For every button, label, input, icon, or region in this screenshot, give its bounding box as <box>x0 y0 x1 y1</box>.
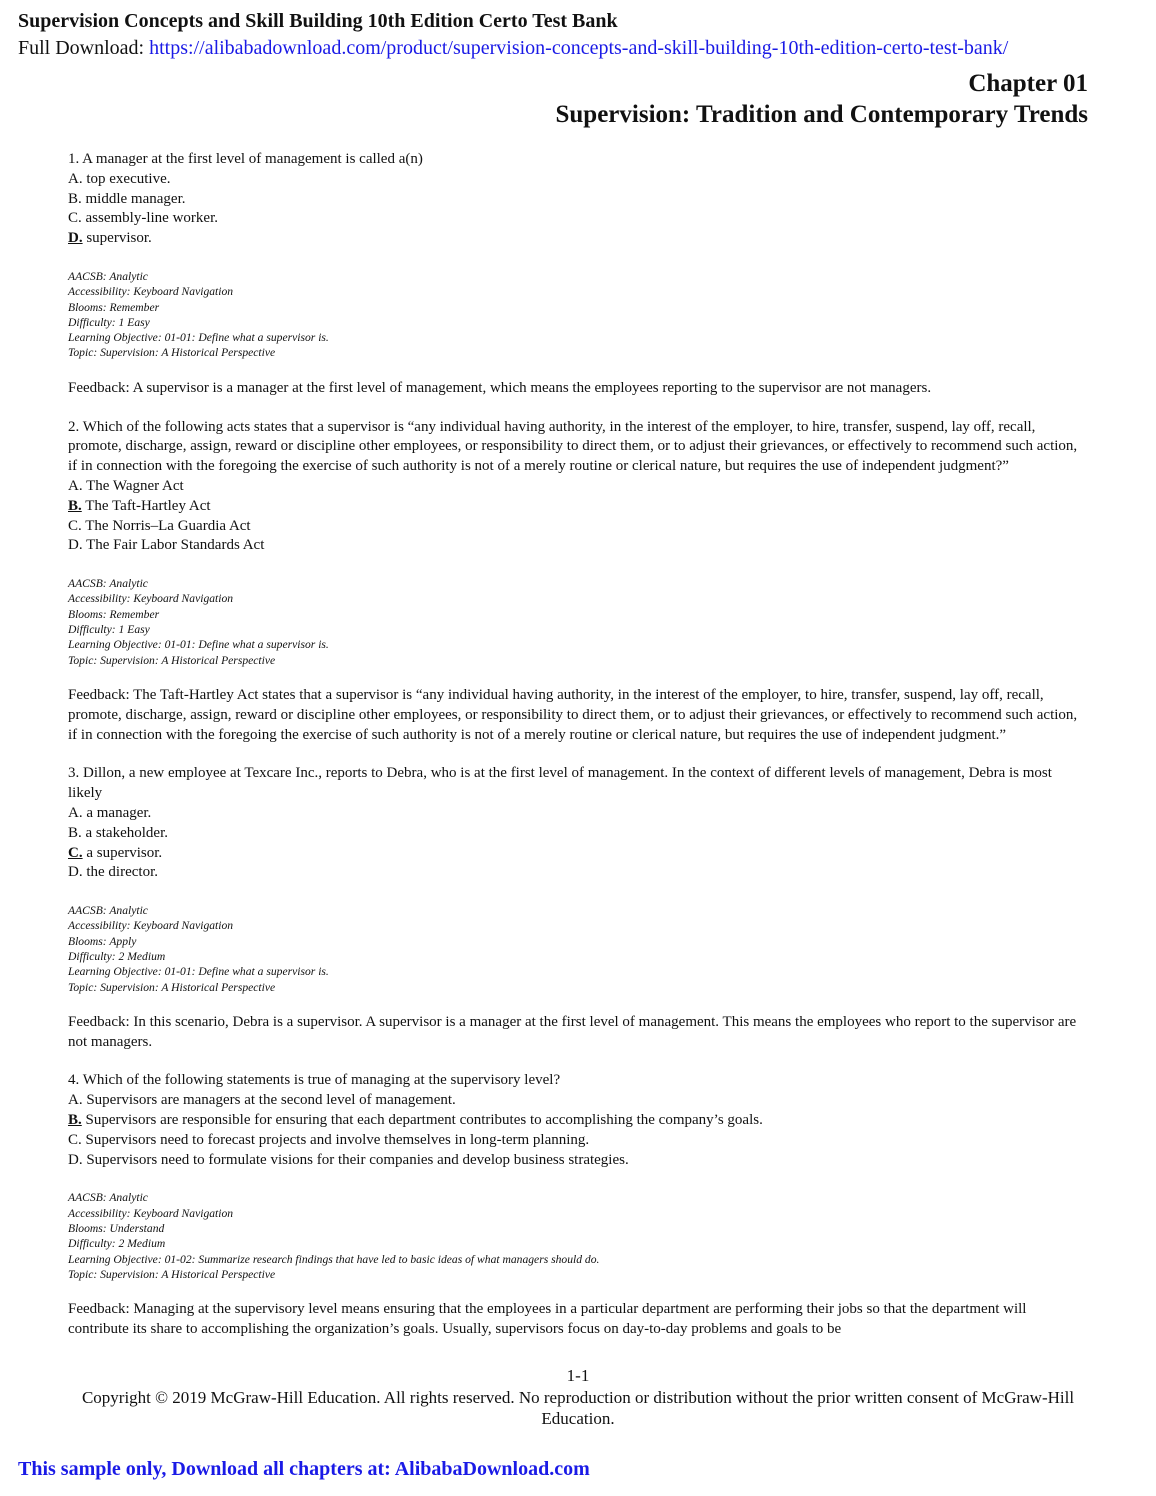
meta-learning-objective: Learning Objective: 01-01: Define what a supervisor is. <box>68 331 329 345</box>
question-3 <box>68 764 1088 1052</box>
option-letter: A. <box>68 804 83 821</box>
option-b-correct <box>68 1111 1088 1131</box>
meta-blooms: Blooms: Apply <box>68 934 137 948</box>
meta-difficulty: Difficulty: 1 Easy <box>68 315 150 329</box>
question-feedback: Feedback: In this scenario, Debra is a supervisor. A supervisor is a manager at the first level of management. This means the employees who report to the supervisor are not managers. <box>68 1013 1077 1050</box>
option-letter: B. <box>68 824 82 841</box>
meta-aacsb: AACSB: Analytic <box>68 1191 148 1205</box>
option-text: assembly-line worker. <box>81 210 218 227</box>
meta-topic: Topic: Supervision: A Historical Perspective <box>68 980 276 994</box>
option-a <box>68 477 1088 497</box>
question-feedback: Feedback: The Taft-Hartley Act states that a supervisor is “any individual having authority, in the interest of the employer, to hire, transfer, suspend, lay off, recall, promote, discharge, assign, reward or discipline other employees, or responsibility to direct them, or to adjust their grievances, or effectively to recommend such action, if in connection with the foregoing the exercise of such authority is not of a merely routine or clerical nature, but requires the use of independent judgment.” <box>68 686 1078 743</box>
option-letter: C. <box>68 210 82 227</box>
question-metadata <box>68 1190 1088 1282</box>
option-text: top executive. <box>82 170 171 187</box>
option-text: middle manager. <box>81 190 186 207</box>
meta-blooms: Blooms: Understand <box>68 1222 165 1236</box>
correct-answer-letter: C. <box>68 844 83 861</box>
meta-accessibility: Accessibility: Keyboard Navigation <box>68 919 234 933</box>
option-d <box>68 536 1088 556</box>
option-text: The Norris–La Guardia Act <box>81 517 251 534</box>
option-b <box>68 824 1088 844</box>
option-letter: D. <box>68 1151 83 1168</box>
option-text: the director. <box>82 864 158 881</box>
meta-aacsb: AACSB: Analytic <box>68 904 148 918</box>
meta-topic: Topic: Supervision: A Historical Perspective <box>68 346 276 360</box>
question-stem: 1. A manager at the first level of management is called a(n) <box>68 151 423 167</box>
question-metadata <box>68 903 1088 995</box>
meta-difficulty: Difficulty: 1 Easy <box>68 623 150 637</box>
option-a <box>68 1091 1088 1111</box>
download-line <box>18 34 1138 62</box>
question-4 <box>68 1071 1088 1339</box>
document-title: Supervision Concepts and Skill Building 10th Edition Certo Test Bank <box>18 10 618 32</box>
chapter-heading <box>556 68 1089 130</box>
option-letter: A. <box>68 1092 83 1109</box>
option-text: The Fair Labor Standards Act <box>82 537 265 554</box>
meta-blooms: Blooms: Remember <box>68 300 160 314</box>
meta-learning-objective: Learning Objective: 01-01: Define what a supervisor is. <box>68 965 329 979</box>
option-c <box>68 209 1088 229</box>
option-a <box>68 170 1088 190</box>
question-1 <box>68 150 1088 399</box>
option-text: Supervisors need to formulate visions for their companies and develop business strategies. <box>82 1151 629 1168</box>
option-text: Supervisors are managers at the second level of management. <box>82 1092 456 1109</box>
option-text: a manager. <box>82 804 152 821</box>
option-letter: C. <box>68 517 82 534</box>
option-letter: A. <box>68 477 83 494</box>
meta-difficulty: Difficulty: 2 Medium <box>68 949 166 963</box>
option-text: The Taft-Hartley Act <box>81 497 211 514</box>
option-text: a stakeholder. <box>81 824 168 841</box>
option-d <box>68 1151 1088 1171</box>
option-b <box>68 190 1088 210</box>
correct-answer-letter: B. <box>68 497 82 514</box>
meta-accessibility: Accessibility: Keyboard Navigation <box>68 592 234 606</box>
option-letter: D. <box>68 864 83 881</box>
question-metadata <box>68 269 1088 361</box>
option-letter: A. <box>68 170 83 187</box>
option-c-correct <box>68 844 1088 864</box>
option-d <box>68 863 1088 883</box>
option-c <box>68 517 1088 537</box>
meta-learning-objective: Learning Objective: 01-02: Summarize research findings that have led to basic ideas of what managers should do. <box>68 1252 600 1266</box>
download-label: Full Download: <box>18 37 150 59</box>
option-letter: B. <box>68 190 82 207</box>
document-header <box>18 8 1138 62</box>
meta-blooms: Blooms: Remember <box>68 607 160 621</box>
option-letter: C. <box>68 1131 82 1148</box>
option-c <box>68 1131 1088 1151</box>
option-text: a supervisor. <box>82 844 163 861</box>
download-link[interactable]: https://alibabadownload.com/product/supervision-concepts-and-skill-building-10th-edition-certo-test-bank/ <box>149 37 1009 59</box>
option-b-correct <box>68 497 1088 517</box>
meta-accessibility: Accessibility: Keyboard Navigation <box>68 1206 234 1220</box>
meta-topic: Topic: Supervision: A Historical Perspective <box>68 1267 276 1281</box>
correct-answer-letter: D. <box>68 230 83 247</box>
question-feedback: Feedback: Managing at the supervisory level means ensuring that the employees in a particular department are performing their jobs so that the department will contribute its share to accomplishing the organization’s goals. Usually, supervisors focus on day-to-day problems and goals to be <box>68 1301 1027 1338</box>
option-text: Supervisors need to forecast projects and involve themselves in long-term planning. <box>81 1131 590 1148</box>
correct-answer-letter: B. <box>68 1112 82 1129</box>
option-text: supervisor. <box>82 230 152 247</box>
option-letter: D. <box>68 537 83 554</box>
option-text: Supervisors are responsible for ensuring that each department contributes to accomplishing the company’s goals. <box>81 1112 763 1129</box>
question-stem: 4. Which of the following statements is true of managing at the supervisory level? <box>68 1072 561 1089</box>
question-2 <box>68 418 1088 746</box>
meta-accessibility: Accessibility: Keyboard Navigation <box>68 285 234 299</box>
meta-learning-objective: Learning Objective: 01-01: Define what a supervisor is. <box>68 638 329 652</box>
question-stem: 3. Dillon, a new employee at Texcare Inc., reports to Debra, who is at the first level of management. In the context of different levels of management, Debra is most likely <box>68 765 1052 802</box>
meta-aacsb: AACSB: Analytic <box>68 577 148 591</box>
meta-aacsb: AACSB: Analytic <box>68 269 148 283</box>
promo-banner[interactable]: This sample only, Download all chapters at: AlibabaDownload.com <box>18 1458 590 1480</box>
copyright-notice: Copyright © 2019 McGraw-Hill Education. All rights reserved. No reproduction or distribution without the prior written consent of McGraw-Hill Education. <box>81 1388 1075 1428</box>
option-text: The Wagner Act <box>82 477 184 494</box>
question-metadata <box>68 576 1088 668</box>
meta-topic: Topic: Supervision: A Historical Perspective <box>68 653 276 667</box>
question-feedback: Feedback: A supervisor is a manager at the first level of management, which means the employees reporting to the supervisor are not managers. <box>68 379 932 396</box>
chapter-title: Supervision: Tradition and Contemporary Trends <box>555 101 1088 128</box>
page-footer <box>0 1365 1156 1429</box>
page-number: 1-1 <box>566 1366 590 1385</box>
question-stem: 2. Which of the following acts states that a supervisor is “any individual having authority, in the interest of the employer, to hire, transfer, suspend, lay off, recall, promote, discharge, assign, reward or discipline other employees, or responsibility to direct them, or to adjust their grievances, or effectively to recommend such action, if in connection with the foregoing the exercise of such authority is not of a merely routine or clerical nature, but requires the use of independent judgment?” <box>68 418 1078 475</box>
option-d-correct <box>68 229 1088 249</box>
option-a <box>68 804 1088 824</box>
chapter-number: Chapter 01 <box>968 70 1088 97</box>
meta-difficulty: Difficulty: 2 Medium <box>68 1237 166 1251</box>
question-list <box>68 150 1088 1359</box>
